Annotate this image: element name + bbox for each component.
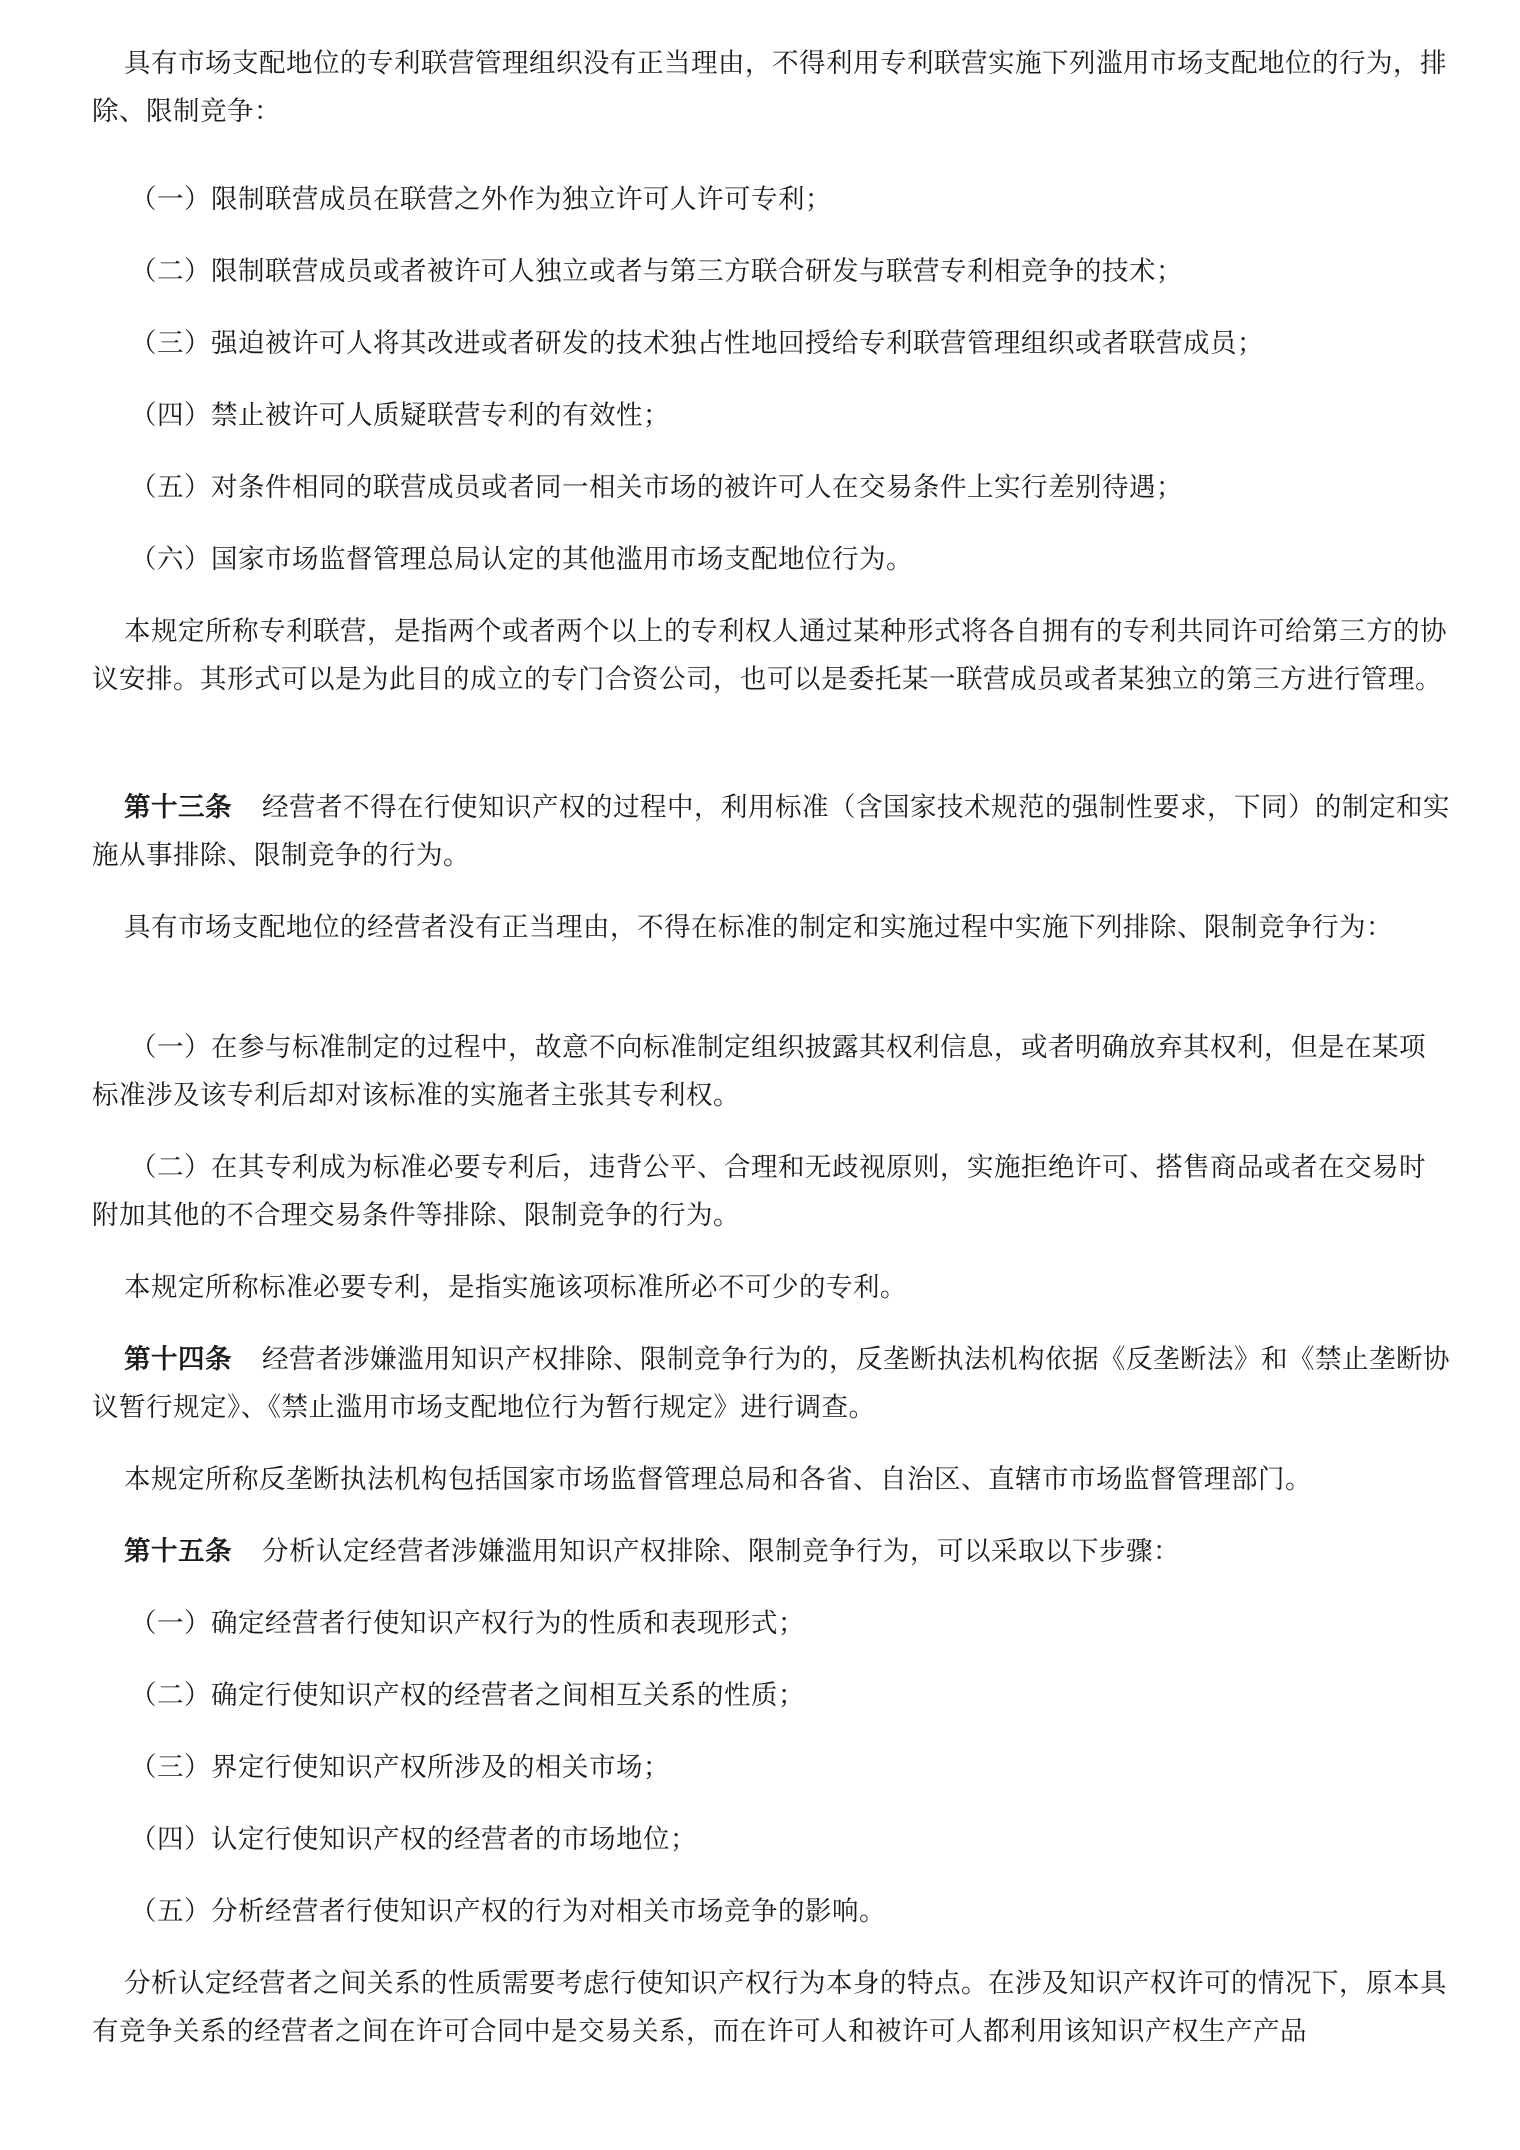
article-text: 经营者涉嫌滥用知识产权排除、限制竞争行为的，反垄断执法机构依据《反垄断法》和《禁止垄断协议暂行规定》、《禁止滥用市场支配地位行为暂行规定》进行调查。 bbox=[92, 1344, 1450, 1423]
list-item: （四）认定行使知识产权的经营者的市场地位； bbox=[130, 1824, 697, 1855]
list-item: （一）在参与标准制定的过程中，故意不向标准制定组织披露其权利信息，或者明确放弃其权利，但是在某项标准涉及该专利后却对该标准的实施者主张其专利权。 bbox=[92, 1032, 1426, 1111]
paragraph-patent-pool-definition: 本规定所称专利联营，是指两个或者两个以上的专利权人通过某种形式将各自拥有的专利共同许可给第三方的协议安排。其形式可以是为此目的成立的专门合资公司，也可以是委托某一联营成员或者某独立的第三方进行管理。 bbox=[92, 616, 1447, 695]
list-item: （一）限制联营成员在联营之外作为独立许可人许可专利； bbox=[130, 184, 832, 215]
article-title: 第十五条 bbox=[124, 1536, 232, 1567]
list-item: （三）界定行使知识产权所涉及的相关市场； bbox=[130, 1752, 670, 1783]
article-title: 第十三条 bbox=[124, 792, 232, 823]
list-item: （二）在其专利成为标准必要专利后，违背公平、合理和无歧视原则，实施拒绝许可、搭售商品或者在交易时附加其他的不合理交易条件等排除、限制竞争的行为。 bbox=[92, 1152, 1426, 1231]
list-item: （六）国家市场监督管理总局认定的其他滥用市场支配地位行为。 bbox=[130, 544, 913, 575]
article-13 bbox=[92, 784, 1452, 880]
paragraph-standards-dominance: 具有市场支配地位的经营者没有正当理由，不得在标准的制定和实施过程中实施下列排除、限制竞争行为： bbox=[124, 912, 1393, 943]
article-15 bbox=[92, 1528, 1452, 1576]
paragraph-patent-pool-dominance: 具有市场支配地位的专利联营管理组织没有正当理由，不得利用专利联营实施下列滥用市场支配地位的行为，排除、限制竞争： bbox=[92, 48, 1447, 127]
list-item: （二）限制联营成员或者被许可人独立或者与第三方联合研发与联营专利相竞争的技术； bbox=[130, 256, 1183, 287]
article-text: 经营者不得在行使知识产权的过程中，利用标准（含国家技术规范的强制性要求，下同）的制定和实施从事排除、限制竞争的行为。 bbox=[92, 792, 1450, 871]
list-item: （五）分析经营者行使知识产权的行为对相关市场竞争的影响。 bbox=[130, 1896, 886, 1927]
list-item: （四）禁止被许可人质疑联营专利的有效性； bbox=[130, 400, 670, 431]
list-item: （三）强迫被许可人将其改进或者研发的技术独占性地回授给专利联营管理组织或者联营成员； bbox=[130, 328, 1264, 359]
paragraph-enforcement-authority: 本规定所称反垄断执法机构包括国家市场监督管理总局和各省、自治区、直辖市市场监督管理部门。 bbox=[124, 1464, 1312, 1495]
list-item: （二）确定行使知识产权的经营者之间相互关系的性质； bbox=[130, 1680, 805, 1711]
paragraph-sep-definition: 本规定所称标准必要专利，是指实施该项标准所必不可少的专利。 bbox=[124, 1272, 907, 1303]
list-item: （一）确定经营者行使知识产权行为的性质和表现形式； bbox=[130, 1608, 805, 1639]
paragraph-relationship-analysis: 分析认定经营者之间关系的性质需要考虑行使知识产权行为本身的特点。在涉及知识产权许可的情况下，原本具有竞争关系的经营者之间在许可合同中是交易关系，而在许可人和被许可人都利用该知识产权生产产品 bbox=[92, 1968, 1447, 2047]
list-item: （五）对条件相同的联营成员或者同一相关市场的被许可人在交易条件上实行差别待遇； bbox=[130, 472, 1183, 503]
article-title: 第十四条 bbox=[124, 1344, 232, 1375]
article-14 bbox=[92, 1336, 1452, 1432]
article-text: 分析认定经营者涉嫌滥用知识产权排除、限制竞争行为，可以采取以下步骤： bbox=[262, 1536, 1180, 1567]
